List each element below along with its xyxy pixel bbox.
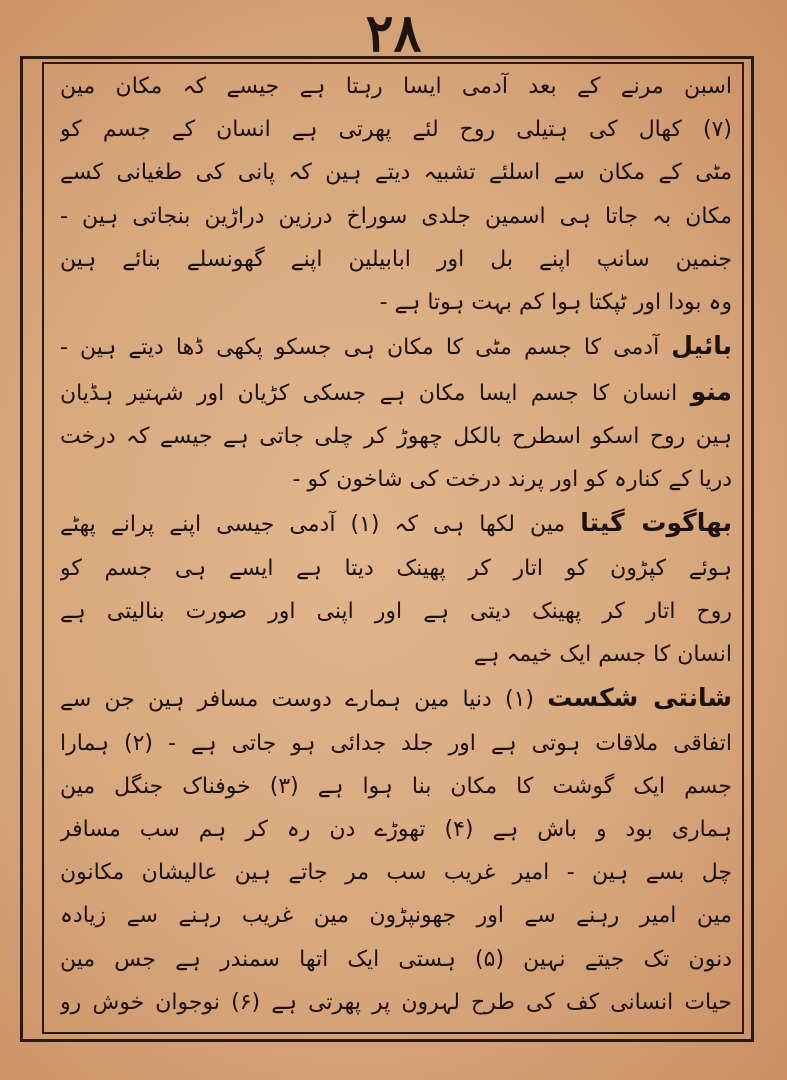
section-heading: بائیل	[671, 331, 732, 361]
section-heading: منو	[690, 376, 732, 406]
text-line	[60, 815, 732, 845]
line-text: جسم ایک گوشت کا مکان بنا ہوا ہے (۳) خوفناک جنگل مین	[60, 773, 732, 799]
text-line	[60, 901, 732, 931]
text-line	[60, 554, 732, 584]
line-text: ہوئے کپڑون کو اتار کر پھینک دیتا ہے ایسے ہی جسم کو	[60, 555, 732, 581]
line-text: دنون تک جیتے نہین (۵) ہستی ایک اتھا سمندر ہے جس مین	[60, 946, 732, 972]
line-text: دریا کے کنارہ کو اور پرند درخت کی شاخون کو -	[292, 467, 732, 493]
line-text: حیات انسانی کف کی طرح لہرون پر پھرتی ہے (۶) نوجوان خوش رو	[60, 989, 732, 1015]
line-text: (۱) دنیا مین ہمارے دوست مسافر ہین جن سے	[60, 687, 534, 713]
text-line	[60, 288, 732, 318]
line-text: مکان بہ جاتا ہی اسمین جلدی سوراخ درزین دراڑین بنجاتی ہین -	[60, 203, 732, 229]
line-text: مین امیر رہنے سے اور جھونپڑون مین غریب رہنے سے زیادہ	[60, 903, 732, 929]
text-line	[60, 683, 732, 715]
line-text: آدمی کا جسم مٹی کا مکان ہی جسکو پکھی ڈھا دیتے ہین -	[60, 335, 660, 361]
text-line	[60, 245, 732, 275]
text-line	[60, 945, 732, 975]
line-text: اسبن مرنے کے بعد آدمی ایسا رہتا ہے جیسے کہ مکان مین	[60, 74, 732, 99]
line-text: جنمین سانپ اپنے بل اور ابابیلین اپنے گھونسلے بنائے ہین	[60, 246, 732, 272]
line-text: انسان کا جسم ایسا مکان ہے جسکی کڑیان اور شہتیر ہڈیان	[60, 380, 678, 406]
line-text: اتفاقی ملاقات ہوتی ہے اور جلد جدائی ہو جاتی ہے - (۲) ہمارا	[60, 730, 732, 756]
text-line	[60, 988, 732, 1018]
line-text: (۷) کھال کی ہتیلی روح لئے پھرتی ہے انسان کے جسم کو	[60, 117, 732, 143]
text-line	[60, 331, 732, 363]
text-line	[60, 422, 732, 452]
line-text: مٹی کے مکان سے اسلئے تشبیہ دیتے ہین کہ پانی کی طغیانی کسے	[60, 160, 732, 186]
text-line	[60, 597, 732, 627]
section-heading: بھاگوت گیتا	[580, 508, 732, 538]
text-line	[60, 72, 732, 102]
section-heading: شانتی شکست	[547, 683, 732, 713]
line-text: ہین روح اسکو اسطرح بالکل چھوڑ کر چلی جاتی ہے جیسے کہ درخت	[60, 423, 732, 449]
text-line	[60, 377, 732, 409]
line-text: چل بسے ہین - امیر غریب سب مر جاتے ہین عالیشان مکانون	[60, 860, 732, 886]
text-line	[60, 508, 732, 540]
text-line	[60, 465, 732, 495]
line-text: انسان کا جسم ایک خیمہ ہے	[473, 642, 732, 668]
line-text: وہ بودا اور ٹپکتا ہوا کم بہت ہوتا ہے -	[379, 290, 732, 316]
text-line	[60, 772, 732, 802]
text-line	[60, 202, 732, 232]
page-text	[60, 72, 732, 1018]
text-line	[60, 729, 732, 759]
text-line	[60, 115, 732, 145]
line-text: ہماری بود و باش ہے (۴) تھوڑے دن رہ کر ہم سب مسافر	[60, 816, 732, 842]
line-text: روح اتار کر پھینک دیتی ہے اور اپنی اور صورت بنالیتی ہے	[60, 598, 732, 624]
line-text: مین لکھا ہی کہ (۱) آدمی جیسی اپنے پرانے پھٹے	[60, 512, 566, 538]
text-line	[60, 640, 732, 670]
text-line	[60, 858, 732, 888]
page-number: ۲۸	[365, 3, 422, 64]
text-line	[60, 158, 732, 188]
